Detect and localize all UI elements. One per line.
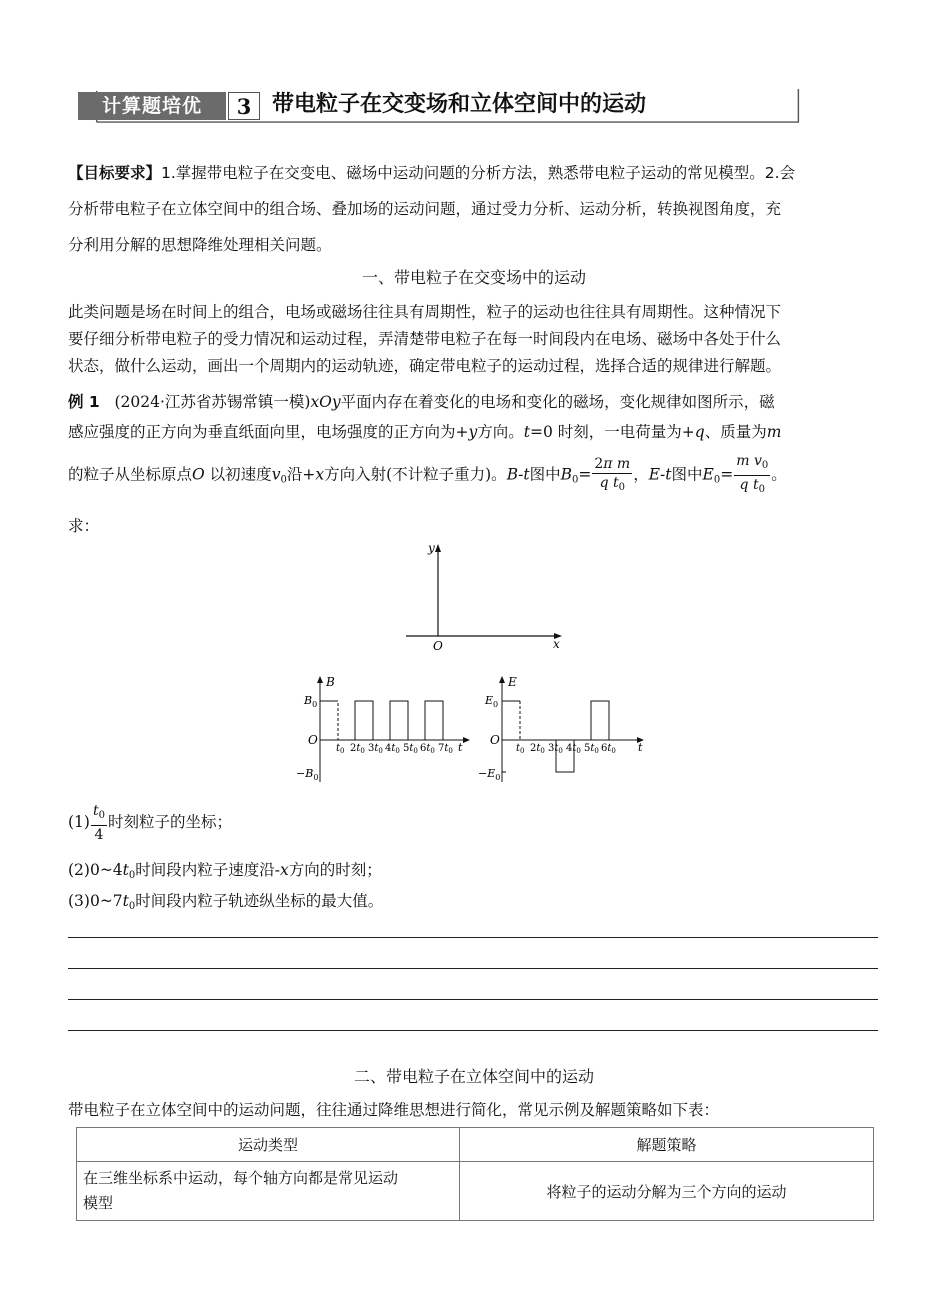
svg-text:5t0: $5t_0$	[584, 743, 599, 755]
section-2-intro: 带电粒子在立体空间中的运动问题，往往通过降维思想进行简化，常见示例及解题策略如下表：	[68, 1101, 720, 1119]
fraction-e0: $\frac{m v_0}{q t_0}$	[736, 453, 769, 495]
example-line-1: 平面内存在着变化的电场和变化的磁场，变化规律如图所示，磁	[340, 393, 775, 411]
svg-text:5t0: $5t_0$	[403, 743, 418, 755]
example-line-2d: 、质量为	[704, 423, 767, 441]
answer-line[interactable]	[68, 999, 878, 1000]
svg-text:−B0: $-B_0$	[296, 767, 319, 782]
svg-text:O: O	[308, 733, 318, 747]
table-header-strategy: 解题策略	[460, 1128, 874, 1162]
example-line-3a: 的粒子从坐标原点	[68, 465, 193, 484]
example-label: 例 1	[68, 393, 100, 411]
page-title: 带电粒子在交变场和立体空间中的运动	[272, 92, 647, 117]
question-3: $(3)0\sim 7t_0$时间段内粒子轨迹纵坐标的最大值。	[68, 892, 384, 912]
example-line-3: 的粒子从坐标原点O 以初速度$v_0$沿+x方向入射(不计粒子重力)。B-t图中$B_0=$ $\frac{\text{2π m}}{q t_0}$ ，E-t图中$E_0=$ $\frac{m v_0}{q t_0}$ 。	[68, 452, 888, 503]
svg-text:y: y	[428, 541, 435, 555]
table-cell-strategy: 将粒子的运动分解为三个方向的运动	[460, 1162, 874, 1221]
example-line-3f: 图中	[671, 465, 703, 484]
svg-text:t0: $t_0$	[336, 743, 345, 755]
table-header-row	[77, 1128, 874, 1162]
b-t-graph	[296, 672, 476, 787]
answer-line[interactable]	[68, 968, 878, 969]
svg-text:E: E	[508, 675, 517, 689]
table-header-type: 运动类型	[77, 1128, 460, 1162]
svg-text:B: B	[326, 675, 335, 689]
question-3b: 时间段内粒子轨迹纵坐标的最大值。	[135, 892, 384, 910]
table-cell-type	[77, 1162, 460, 1221]
example-line-2b: 方向。	[477, 423, 524, 441]
goal-block	[68, 158, 880, 260]
question-1: (1) $\frac{t_0}{4}$ 时刻粒子的坐标；	[68, 803, 232, 843]
example-source: (2024·江苏省苏锡常镇一模)	[114, 393, 311, 411]
section-1-line-1: 此类问题是场在时间上的组合，电场或磁场往往具有周期性，粒子的运动也往往具有周期性。这种情况下	[68, 303, 782, 321]
svg-text:2t0: $2t_0$	[530, 743, 545, 755]
svg-text:t: t	[638, 741, 643, 754]
question-2c: 方向的时刻；	[288, 861, 382, 879]
section-1-line-2: 要仔细分析带电粒子的受力情况和运动过程，弄清楚带电粒子在每一时间段内在电场、磁场中各处于什么	[68, 330, 782, 348]
svg-text:E0: $E_0$	[485, 694, 499, 709]
svg-text:3t0: $3t_0$	[548, 743, 563, 755]
section-2-heading: 二、带电粒子在立体空间中的运动	[353, 1067, 594, 1086]
svg-text:6t0: $6t_0$	[601, 743, 616, 755]
fraction-b0: $\frac{\text{2π m}}{q t_0}$	[594, 455, 631, 493]
example-ask: 求：	[68, 517, 100, 535]
question-2: $(2)0\sim 4t_0$时间段内粒子速度沿-x方向的时刻；	[68, 861, 382, 881]
svg-text:4t0: $4t_0$	[385, 743, 400, 755]
example-line-2: 感应强度的正方向为垂直纸面向里，电场强度的正方向为+	[68, 423, 469, 441]
goal-line-3: 分利用分解的思想降维处理相关问题。	[68, 236, 332, 254]
question-2a: (2)0~4	[68, 861, 123, 879]
section-1-heading: 一、带电粒子在交变场中的运动	[361, 268, 586, 287]
svg-text:O: O	[433, 639, 443, 653]
goal-line-1: 1.掌握带电粒子在交变电、磁场中运动问题的分析方法，熟悉带电粒子运动的常见模型。2.会	[161, 164, 796, 182]
question-3a: (3)0~7	[68, 892, 123, 910]
table-row	[77, 1162, 874, 1221]
svg-text:t: t	[458, 741, 463, 754]
svg-text:x: x	[553, 637, 560, 651]
svg-text:4t0: $4t_0$	[566, 743, 581, 755]
example-line-3c: 沿+	[286, 465, 316, 484]
example-1: 例 1 (2024·江苏省苏锡常镇一模)xOy平面内存在着变化的电场和变化的磁场，变化规律如图所示，磁 感应强度的正方向为垂直纸面向里，电场强度的正方向为+y方向。t=0 时刻，一电荷量为+q、质量为m	[68, 393, 782, 441]
example-line-3e: 图中	[529, 465, 561, 484]
svg-text:2t0: $2t_0$	[350, 743, 365, 755]
row1-type-line-2: 模型	[83, 1194, 114, 1212]
svg-text:6t0: $6t_0$	[420, 743, 435, 755]
section-number: 3	[228, 92, 260, 120]
svg-text:B0: $B_0$	[304, 694, 318, 709]
example-line-2c: =0 时刻，一电荷量为+	[530, 423, 695, 441]
answer-line[interactable]	[68, 937, 878, 938]
strategy-table	[76, 1127, 874, 1221]
section-label: 计算题培优	[78, 92, 226, 120]
example-line-3d: 方向入射(不计粒子重力)。	[324, 465, 507, 484]
section-1-line-3: 状态，做什么运动，画出一个周期内的运动轨迹，确定带电粒子的运动过程，选择合适的规律进行解题。	[68, 357, 782, 375]
section-1-body	[68, 297, 880, 381]
question-1-text: 时刻粒子的坐标；	[107, 813, 232, 831]
xoy-axes-figure	[400, 540, 570, 655]
svg-text:t0: $t_0$	[516, 743, 525, 755]
goal-line-2: 分析带电粒子在立体空间中的组合场、叠加场的运动问题，通过受力分析、运动分析，转换视图角度，充	[68, 200, 782, 218]
question-2b: 时间段内粒子速度沿-	[135, 861, 281, 879]
answer-line[interactable]	[68, 1030, 878, 1031]
example-line-3b: 以初速度	[209, 465, 272, 484]
svg-text:O: O	[490, 733, 500, 747]
goal-tag: 【目标要求】	[68, 164, 162, 182]
svg-text:−E0: $-E_0$	[478, 767, 501, 782]
svg-text:3t0: $3t_0$	[368, 743, 383, 755]
e-t-graph	[478, 672, 653, 787]
row1-type-line-1: 在三维坐标系中运动，每个轴方向都是常见运动	[83, 1169, 399, 1187]
svg-text:7t0: $7t_0$	[438, 743, 453, 755]
